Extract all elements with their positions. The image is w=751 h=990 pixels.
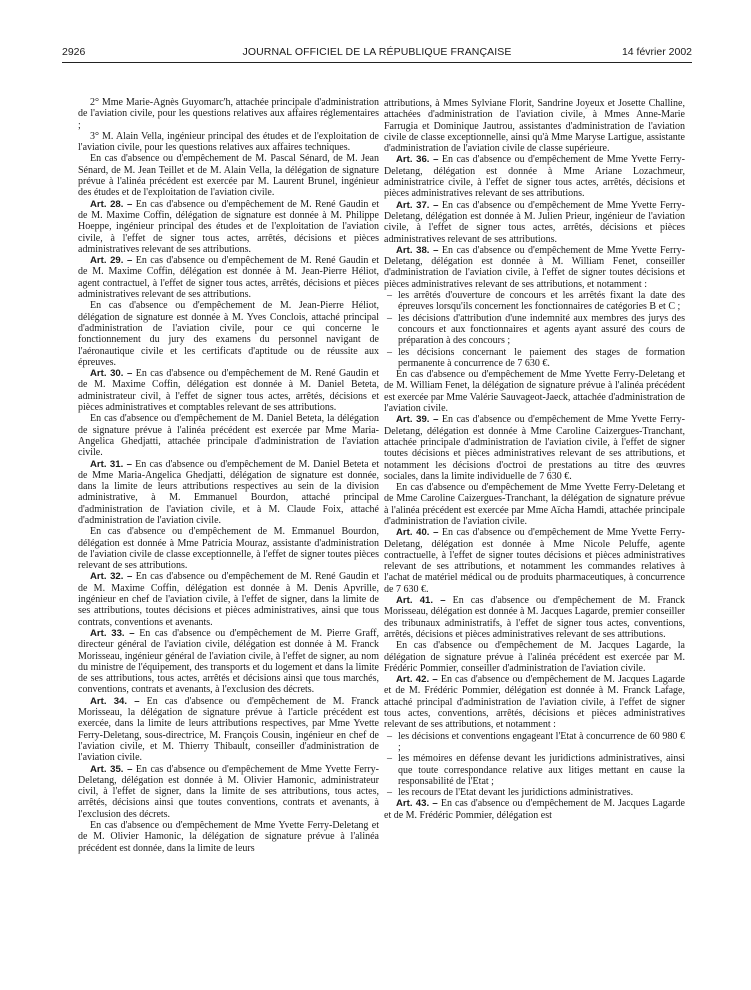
right-column <box>384 98 685 978</box>
paragraph <box>384 640 685 674</box>
paragraph <box>78 413 379 458</box>
paragraph <box>384 482 685 527</box>
header-rule <box>62 62 692 63</box>
paragraph-text: En cas d'absence ou d'empêchement de M. René Gaudin et de M. Maxime Coffin, délégation est donnée à M. Daniel Beteta, administrateur civil, à l'effet de signer tous actes, arrêtés, décisions et pièces administratives et comptables relevant de ses attributions. <box>78 368 379 414</box>
paragraph <box>78 153 379 198</box>
article-paragraph <box>78 459 379 527</box>
article-paragraph <box>384 595 685 640</box>
paragraph-text: En cas d'absence ou d'empêchement de M. Franck Morisseau, la délégation de signature prévue à l'article précédent est exercée, dans la limite de leurs attributions respectives, par Mme Yvette Ferry-Deletang, sous-directrice, M. François Cousin, ingénieur en chef de l'aviation civile, et M. Thierry Thibault, conseiller d'administration de l'aviation civile. <box>78 695 379 764</box>
article-number: Art. 42. – <box>396 674 438 686</box>
article-number: Art. 37. – <box>396 199 439 211</box>
article-number: Art. 40. – <box>396 527 439 539</box>
paragraph-text: En cas d'absence ou d'empêchement de M. Jean-Pierre Héliot, délégation de signature est donnée à M. Yves Conclois, attaché principal d'administration de l'aviation civile, pour ce qui concerne le fonctionnement du jury des examens du personnel navigant de l'aéronautique civile et les certificats d'aptitude ou de réussite aux épreuves. <box>78 300 379 368</box>
paragraph-text: En cas d'absence ou d'empêchement de M. Pascal Sénard, de M. Jean Sénard, de M. Jean Teillet et de M. Alain Vella, la délégation de signature prévue à l'alinéa précédent est exercée par M. Laurent Brunel, ingénieur des études et de l'exploitation de l'aviation civile. <box>78 153 379 199</box>
paragraph-text: 2° Mme Marie-Agnès Guyomarc'h, attachée principale d'administration de l'aviation civile, pour les questions relatives aux affaires réglementaires ; <box>78 97 379 131</box>
paragraph <box>384 369 685 414</box>
paragraph-text: En cas d'absence ou d'empêchement de Mme Yvette Ferry-Deletang, délégation est donnée à M. Olivier Hamonic, administrateur civil, à l'effet de signer, dans la limite de ses attributions, tous actes, arrêtés, décisions ainsi que toutes conventions, contrats et avenants, à l'exclusion des décrets. <box>78 763 379 820</box>
paragraph-text: En cas d'absence ou d'empêchement de M. Daniel Beteta et de Mme Maria-Angelica Ghedjatti, délégation de signature est donnée, dans la limite de leurs attributions respectives au sein de la division administrative, à M. Emmanuel Bourdon, attaché principal d'administration de l'aviation civile, et à M. Claude Foix, attaché d'administration de l'aviation civile. <box>78 458 379 526</box>
paragraph-text: En cas d'absence ou d'empêchement de M. Jacques Lagarde, la délégation de signature prévue à l'alinéa précédent est exercée par M. Frédéric Pommier, conseiller d'administration de l'aviation civile. <box>384 640 685 674</box>
publication-date: 14 février 2002 <box>621 46 692 58</box>
article-number: Art. 39. – <box>396 414 439 426</box>
paragraph-text: En cas d'absence ou d'empêchement de Mme Yvette Ferry-Deletang et de Mme Caroline Caizergues-Tranchant, la délégation de signature prévue à l'alinéa précédent est exercée par Mme Aïcha Hamdi, attachée principale d'administration de l'aviation civile. <box>384 482 685 527</box>
paragraph-text: En cas d'absence ou d'empêchement de Mme Yvette Ferry-Deletang, délégation est donnée à Mme Ariane Lozachmeur, administratrice civile, à l'effet de signer tous actes, arrêtés, décisions et pièces administratives relevant de ses attributions. <box>384 154 685 200</box>
paragraph-text: En cas d'absence ou d'empêchement de Mme Yvette Ferry-Deletang et de M. William Fenet, la délégation de signature prévue à l'alinéa précédent est exercée par Mme Valérie Sauvageot-Jaeck, attachée d'administration de l'aviation civile. <box>384 369 685 415</box>
article-paragraph <box>384 527 685 595</box>
paragraph-text: En cas d'absence ou d'empêchement de M. Jacques Lagarde et de M. Frédéric Pommier, délégation est donnée à M. Franck Lafage, attaché principal d'administration de l'aviation civile, à l'effet de signer tous actes, conventions, arrêtés, décisions et pièces administratives relevant de ses attributions, et notamment : <box>384 674 685 731</box>
article-number: Art. 28. – <box>90 198 133 210</box>
paragraph <box>78 131 379 154</box>
article-paragraph <box>78 628 379 696</box>
article-paragraph <box>78 764 379 820</box>
article-number: Art. 38. – <box>396 244 439 256</box>
article-number: Art. 41. – <box>396 595 446 607</box>
article-number: Art. 30. – <box>90 368 133 380</box>
article-paragraph <box>78 696 379 764</box>
article-paragraph <box>384 245 685 290</box>
paragraph-text: En cas d'absence ou d'empêchement de M. René Gaudin et de M. Maxime Coffin, délégation de signature est donnée à M. Philippe Hoeppe, ingénieur principal des études et de l'exploitation de l'aviation civile, à l'effet de signer tous actes, arrêtés, décisions et pièces administratives relevant de ses attributions. <box>78 198 379 255</box>
article-number: Art. 29. – <box>90 255 133 267</box>
paragraph-text: En cas d'absence ou d'empêchement de Mme Yvette Ferry-Deletang, délégation est donnée à M. William Fenet, conseiller d'administration de l'aviation civile, à l'effet de signer toutes décisions et pièces administratives relevant de ses attributions, et notamment : <box>384 244 685 290</box>
paragraph-text: En cas d'absence ou d'empêchement de M. Daniel Beteta, la délégation de signature prévue à l'alinéa précédent est exercée par Mme Maria-Angelica Ghedjatti, attachée principale d'administration de l'aviation civile. <box>78 413 379 459</box>
paragraph-text: 3° M. Alain Vella, ingénieur principal des études et de l'exploitation de l'aviation civile, pour les questions relatives aux affaires techniques. <box>78 130 379 154</box>
paragraph <box>78 820 379 854</box>
list-item: – les décisions et conventions engageant l'Etat à concurrence de 60 980 € ; <box>398 731 685 754</box>
paragraph-text: En cas d'absence ou d'empêchement de M. Emmanuel Bourdon, délégation est donnée à Mme Patricia Mouraz, assistante d'administration de l'aviation civile de classe exceptionnelle, à l'effet de signer toutes pièces relevant de ses attributions. <box>78 526 379 572</box>
article-number: Art. 31. – <box>90 458 132 470</box>
paragraph <box>78 97 379 131</box>
paragraph-text: En cas d'absence ou d'empêchement de M. René Gaudin et de M. Maxime Coffin, délégation est donnée à M. Jean-Pierre Héliot, agent contractuel, à l'effet de signer tous actes, arrêtés, décisions et pièces administratives relevant de ses attributions. <box>78 255 379 301</box>
article-number: Art. 43. – <box>396 798 438 810</box>
paragraph-text: En cas d'absence ou d'empêchement de Mme Yvette Ferry-Deletang, délégation est donnée à M. Julien Prieur, ingénieur de l'aviation civile, à l'effet de signer tous actes, arrêtés, décisions et pièces administratives relevant de ses attributions. <box>384 199 685 245</box>
article-paragraph <box>384 798 685 821</box>
article-number: Art. 36. – <box>396 154 439 166</box>
paragraph <box>78 300 379 368</box>
article-number: Art. 33. – <box>90 627 135 639</box>
list-item: – les décisions concernant le paiement des stages de formation permanente à concurrence de 7 630 €. <box>398 347 685 370</box>
page-number: 2926 <box>62 46 86 58</box>
article-paragraph <box>384 674 685 730</box>
article-paragraph <box>384 154 685 199</box>
list-item: – les décisions d'attribution d'une indemnité aux membres des jurys des concours et aux fonctionnaires et agents ayant assuré des cours de préparation à des concours ; <box>398 313 685 347</box>
paragraph-text: En cas d'absence ou d'empêchement de Mme Yvette Ferry-Deletang, délégation est donnée à Mme Nicole Peluffe, agente contractuelle, à l'effet de signer toutes décisions et pièces administratives relevant de ses attributions, et notamment les commandes relatives à l'achat de matériel médical ou de produits pharmaceutiques, à concurrence de 7 630 €. <box>384 527 685 595</box>
article-paragraph <box>384 200 685 245</box>
left-column <box>78 97 379 977</box>
list-item: – les arrêtés d'ouverture de concours et les arrêtés fixant la date des épreuves lorsqu'ils concernent les fonctionnaires de catégories B et C ; <box>398 290 685 313</box>
article-paragraph <box>78 255 379 300</box>
paragraph <box>78 526 379 571</box>
enumeration-list <box>384 290 685 369</box>
paragraph-text: attributions, à Mmes Sylviane Florit, Sandrine Joyeux et Josette Challine, attachées d'administration de l'aviation civile, à Mmes Anne-Marie Farrugia et Dominique Jautrou, assistantes d'administration de l'aviation civile de classe exceptionnelle, ainsi qu'à Mme Maryse Lartigue, assistante d'administration de l'aviation civile de classe supérieure. <box>384 98 685 155</box>
page-header <box>62 46 692 60</box>
paragraph-text: En cas d'absence ou d'empêchement de M. René Gaudin et de M. Maxime Coffin, délégation est donnée à M. Denis Apvrille, ingénieur en chef de l'aviation civile, à l'effet de signer, dans la limite de ses attributions, toutes décisions et pièces administratives, ainsi que tous contrats, conventions et avenants. <box>78 571 379 628</box>
article-paragraph <box>78 368 379 413</box>
article-number: Art. 35. – <box>90 763 133 775</box>
list-item: – les recours de l'Etat devant les juridictions administratives. <box>398 787 685 798</box>
article-paragraph <box>78 571 379 627</box>
article-number: Art. 32. – <box>90 571 133 583</box>
article-paragraph <box>78 199 379 255</box>
paragraph-text: En cas d'absence ou d'empêchement de M. Pierre Graff, directeur général de l'aviation civile, délégation est donnée à M. Franck Morisseau, ingénieur général de l'aviation civile, à l'effet de signer, au nom du ministre de l'équipement, des transports et du logement et dans la limite de ses attributions, tous actes, arrêtés et décisions ainsi que tous marchés, conventions, contrats et avenants, à l'exclusion des décrets. <box>78 627 379 696</box>
paragraph-text: En cas d'absence ou d'empêchement de M. Franck Morisseau, délégation est donnée à M. Jacques Lagarde, premier conseiller des tribunaux administratifs, à l'effet de signer tous actes, conventions, arrêtés, décisions et pièces administratives relevant de ses attributions. <box>384 595 685 640</box>
article-number: Art. 34. – <box>90 695 140 707</box>
paragraph-text: En cas d'absence ou d'empêchement de Mme Yvette Ferry-Deletang et de M. Olivier Hamonic, la délégation de signature prévue à l'alinéa précédent est donnée, dans la limite de leurs <box>78 820 379 854</box>
paragraph <box>384 98 685 154</box>
paragraph-text: En cas d'absence ou d'empêchement de M. Jacques Lagarde et de M. Frédéric Pommier, délégation est <box>384 798 685 821</box>
article-paragraph <box>384 414 685 482</box>
enumeration-list <box>384 731 685 799</box>
paragraph-text: En cas d'absence ou d'empêchement de Mme Yvette Ferry-Deletang, délégation est donnée à Mme Caroline Caizergues-Tranchant, attachée principale d'administration de l'aviation civile, à l'effet de signer toutes décisions et pièces administratives relevant de ses attributions, et notamment les décisions d'octroi de prestations au titre des œuvres sociales, dans la limite individuelle de 7 630 €. <box>384 414 685 482</box>
journal-title: JOURNAL OFFICIEL DE LA RÉPUBLIQUE FRANÇAISE <box>242 46 512 58</box>
list-item: – les mémoires en défense devant les juridictions administratives, ainsi que toute correspondance relative aux litiges mettant en cause la responsabilité de l'Etat ; <box>398 753 685 787</box>
